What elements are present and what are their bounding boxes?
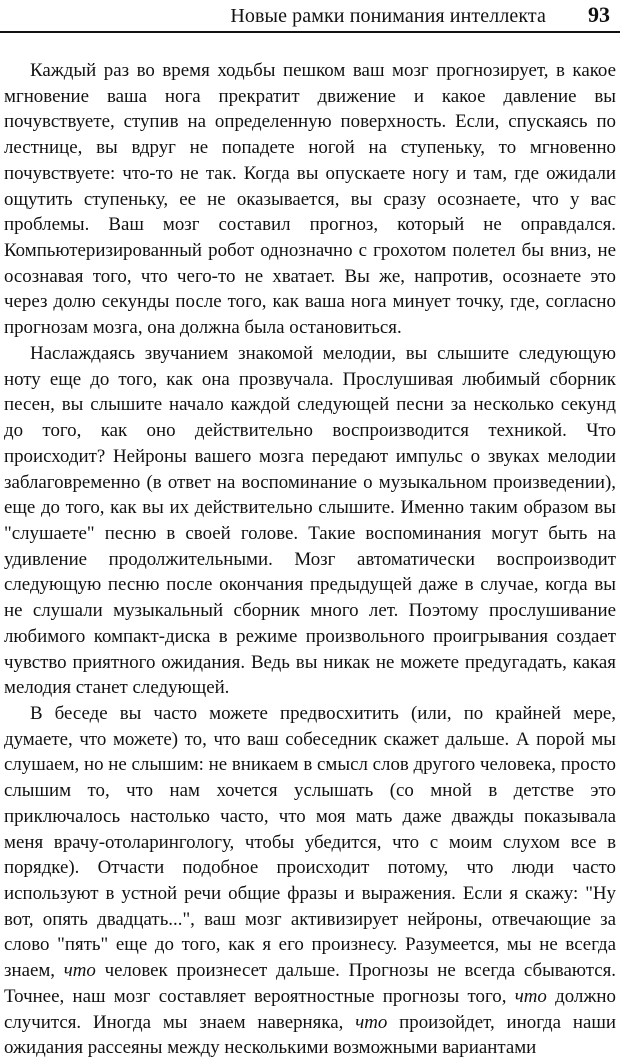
text-run: должно случится. Иногда мы знаем наверняка, (4, 985, 616, 1033)
emphasis: что (514, 985, 547, 1007)
chapter-title: Новые рамки понимания интеллекта (230, 5, 546, 27)
body-text (4, 58, 616, 1061)
paragraph-melody: Наслаждаясь звучанием знакомой мелодии, вы слышите следующую ноту еще до того, как она прозвучала. Прослушивая любимый сборник песен, вы слышите начало каждой следующей песни за несколько секунд до того, как оно действительно воспроизводится техникой. Что происходит? Нейроны вашего мозга передают импульс о звуках мелодии заблаговременно (в ответ на воспоминание о музыкальном произведении), еще до того, как вы их действительно слышите. Именно таким образом вы "слушаете" песню в своей голове. Такие воспоминания могут быть на удивление продолжительными. Мозг автоматически воспроизводит следующую песню после окончания предыдущей даже в случае, когда вы не слушали музыкальный сборник много лет. Поэтому прослушивание любимого компакт-диска в режиме произвольного проигрывания создает чувство приятного ожидания. Ведь вы никак не можете предугадать, какая мелодия станет следующей. (4, 342, 616, 699)
text-run: В беседе вы часто можете предвосхитить (или, по крайней мере, думаете, что можете) то, что ваш собеседник скажет дальше. А порой мы слушаем, но не слышим: не вникаем в смысл слов другого человека, просто слышим то, что нам хочется услышать (со мной в детстве это приключалось настолько часто, что моя мать даже дважды показывала меня врачу-отоларингологу, чтобы убедится, что с моим слухом все в порядке). Отчасти подобное происходит потому, что люди часто используют в устной речи общие фразы и выражения. Если я скажу: "Ну вот, опять двадцать...", ваш мозг активизирует нейроны, отвечающие за слово "пять" еще до того, как я его произнесу. Разумеется, мы не всегда знаем, (4, 702, 616, 982)
emphasis: что (63, 960, 96, 982)
header-rule (0, 31, 620, 33)
page-number: 93 (588, 2, 610, 27)
text-run: человек произнесет дальше. Прогнозы не всегда сбываются. Точнее, наш мозг составляет вероятностные прогнозы того, (4, 960, 616, 1007)
text-run: произойдет, иногда наши ожидания рассеяны между несколькими возможными вариантами (4, 1011, 616, 1059)
paragraph-conversation (4, 701, 616, 1061)
paragraph-walking: Каждый раз во время ходьбы пешком ваш мозг прогнозирует, в какое мгновение ваша нога прекратит движение и какое давление вы почувствуете, ступив на определенную поверхность. Если, спускаясь по лестнице, вы вдруг не попадете ногой на ступеньку, то мгновенно почувствуете: что-то не так. Когда вы опускаете ногу и там, где ожидали ощутить ступеньку, ее не оказывается, вы сразу осознаете, что у вас проблемы. Ваш мозг составил прогноз, который не оправдался. Компьютеризированный робот однозначно с грохотом полетел бы вниз, не осознавая того, что чего-то не хватает. Вы же, напротив, осознаете это через долю секунды после того, как ваша нога минует точку, где, согласно прогнозам мозга, она должна была остановиться. (4, 60, 616, 339)
emphasis: что (355, 1011, 388, 1033)
running-head (0, 0, 620, 38)
